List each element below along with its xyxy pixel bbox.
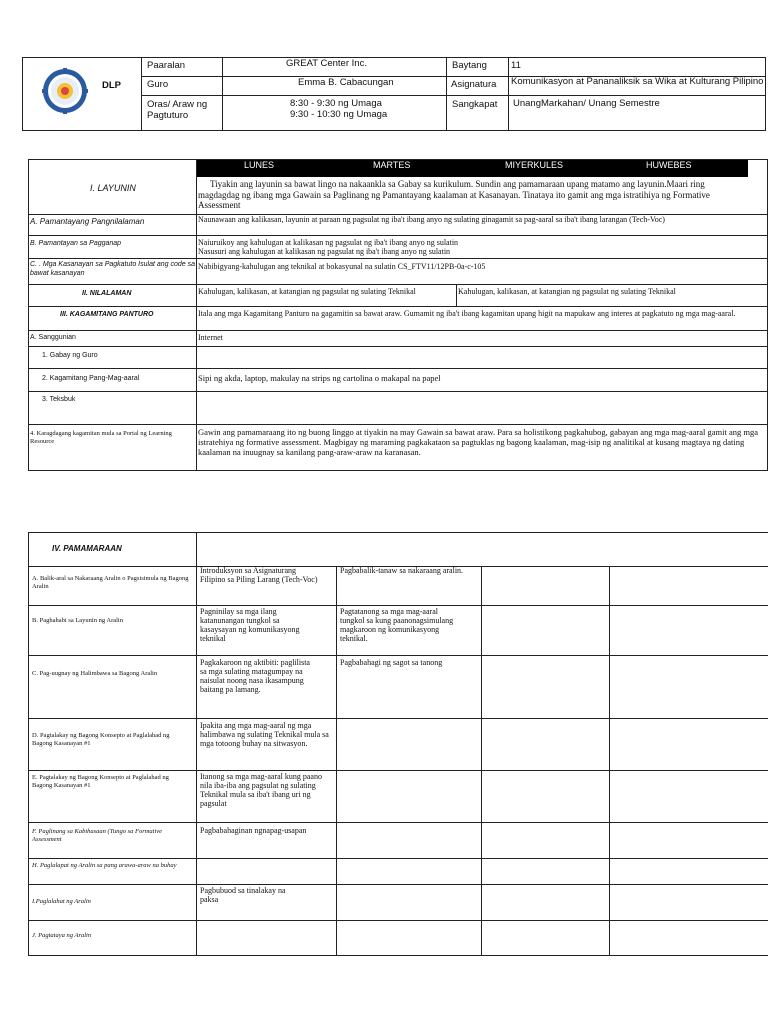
paaralan-value: GREAT Center Inc.: [286, 58, 367, 69]
day-martes: MARTES: [373, 160, 411, 170]
kasanayan-label: C. . Mga Kasanayan sa Pagkatuto Isulat ang code sa bawat kasanayan: [30, 261, 195, 277]
proc-col-1: [196, 532, 197, 956]
layunin-text: Tiyakin ang layunin sa bawat lingo na nakaankla sa Gabay sa kurikulum. Sundin ang pamamaraan upang matamo ang layunin.Maari ring magdagdag ng ibang mga Gawain sa Paglinang ng Pamantayang kaalaman at Kasanayan. Tinataya ito gamit ang mga istratihiya ng Formative Assessment: [198, 179, 710, 210]
pamantayan-pagganap-text-1: Naiuruikoy ang kahulugan at kalikasan ng pagsulat ng iba't ibang anyo ng sulatin: [198, 238, 459, 247]
dlp-label: DLP: [102, 80, 121, 91]
proc-row-1: [28, 605, 768, 606]
kasanayan-text: Nabibigyang-kahulugan ang teknikal at bokasyunal na sulatin CS_FTV11/12PB-0a-c-105: [198, 262, 486, 271]
proc-col-3: [481, 566, 482, 956]
row-i-label: I.Paglalahat ng Aralin: [32, 898, 91, 905]
kagamitang-panturo-text: Itala ang mga Kagamitang Panturo na gagamitin sa bawat araw. Gumamit ng iba't ibang kagamitan upang higit na mapukaw ang interes at pagkatuto ng mga mag-aaral.: [198, 309, 736, 318]
sangkapat-value: UnangMarkahan/ Unang Semestre: [513, 98, 660, 109]
kagamitang-mag-aaral-text: Sipi ng akda, laptop, makulay na strips ng cartolina o makapal na papel: [198, 373, 441, 383]
kagamitang-panturo-label: III. KAGAMITANG PANTURO: [60, 311, 154, 318]
proc-row-5: [28, 822, 768, 823]
row-b-lunes: Pagninilay sa mga ilang katanunangan tungkol sa kasaysayan ng komunikasyong teknikal: [200, 607, 300, 643]
paaralan-label: Paaralan: [147, 60, 186, 71]
proc-col-2: [336, 566, 337, 956]
pamantayang-pangnilalaman-text: Naunawaan ang kalikasan, layunin at paraan ng pagsulat ng iba't ibang anyo ng sulating ginagamit sa pag-aaral sa iba't ibang larangan (Tech-Voc): [198, 215, 665, 224]
obj-row-line-2: [28, 235, 768, 236]
gabay-guro-label: 1. Gabay ng Guro: [42, 352, 98, 359]
header-col-line-2: [446, 57, 447, 131]
row-d-label: D. Pagtalakay ng Bagong Konsepto at Paglalahad ng Bagong Kasanayan #1: [32, 732, 170, 747]
proc-row-3: [28, 718, 768, 719]
pamantayang-pangnilalaman-label: A. Pamantayang Pangnilalaman: [30, 217, 145, 226]
proc-row-2: [28, 655, 768, 656]
obj-row-line-4: [28, 284, 768, 285]
row-a-lunes: Introduksyon sa Asignaturang Filipino sa Piling Larang (Tech-Voc): [200, 566, 318, 584]
sanggunian-label: A. Sanggunian: [30, 334, 76, 341]
row-h-label: H. Paglalapat ng Aralin sa pang arawa-araw na buhay: [32, 862, 177, 869]
row-j-label: J. Pagtataya ng Aralin: [32, 932, 92, 939]
nilalaman-label: II. NILALAMAN: [82, 290, 132, 297]
layunin-label: I. LAYUNIN: [90, 183, 136, 193]
pamantayan-pagganap-label: B. Pamantayan sa Pagganap: [30, 240, 122, 247]
nilalaman-split: [456, 284, 457, 306]
pamantayan-pagganap-text-2: Nasusuri ang kahulugan at kalikasan ng pagsulat ng iba't ibang anyo ng sulatin: [198, 247, 451, 256]
obj-row-line-5: [28, 306, 768, 307]
guro-value: Emma B. Cabacungan: [298, 77, 394, 88]
day-miyerkules: MIYERKULES: [505, 160, 564, 170]
proc-col-4: [609, 566, 610, 956]
baytang-label: Baytang: [452, 60, 487, 71]
obj-row-line-8: [28, 368, 768, 369]
nilalaman-text-1: Kahulugan, kalikasan, at katangian ng pagsulat ng sulating Teknikal: [198, 287, 416, 296]
row-e-label: E. Pagtalakay ng Bagong Konsepto at Paglalahad ng Bagong Kasanayan #1: [32, 774, 169, 789]
pamamaraan-title: IV. PAMAMARAAN: [52, 544, 122, 553]
row-d-lunes: Ipakita ang mga mag-aaral ng mga halimbawa ng sulating Teknikal mula sa mga totoong buhay na sitwasyon.: [200, 721, 329, 748]
sanggunian-text: Internet: [198, 333, 223, 342]
day-lunes: LUNES: [244, 160, 275, 170]
oras-line2: 9:30 - 10:30 ng Umaga: [290, 109, 388, 120]
row-c-lunes: Pagkakaroon ng aktibiti: paglilista sa mga sulating matagumpay na naisulat noong nasa ikasampung baitang pa lamang.: [200, 658, 310, 694]
karagdagang-kagamitan-text: Gawin ang pamamaraang ito ng buong linggo at tiyakin na may Gawain sa bawat araw. Para sa holistikong pagkahubog, gabayan ang mga mag-aaral gamit ang mga istratehiya ng formative assessment. Magbigay ng maraming pagkakataon sa pagtuklas ng bagong kaalaman, mag-isip ng analitikal at kusang magtaya ng dating kaalaman na inuugnay sa kanilang pang-araw-araw na karanasan.: [198, 427, 759, 457]
sangkapat-label: Sangkapat: [452, 99, 498, 110]
row-b-label: B. Paghahabi sa Layunin ng Aralin: [32, 617, 123, 624]
obj-row-line-3: [28, 258, 768, 259]
obj-row-line-7: [28, 346, 768, 347]
row-i-lunes: Pagbubuod sa tinalakay na paksa: [200, 886, 286, 904]
row-f-label: F. Paglinang sa Kabihasaan (Tungo sa Formative Assessment: [32, 828, 163, 843]
header-col-line-3: [508, 57, 509, 131]
proc-row-8: [28, 920, 768, 921]
teksbuk-label: 3. Teksbuk: [42, 396, 76, 403]
baytang-value: 11: [511, 60, 521, 71]
day-huwebes: HUWEBES: [646, 160, 692, 170]
oras-line1: 8:30 - 9:30 ng Umaga: [290, 98, 382, 109]
karagdagang-kagamitan-label: 4. Karagdagang kagamitan mula sa Portal ng Learning Resource: [30, 430, 172, 445]
guro-label: Guro: [147, 79, 169, 90]
nilalaman-text-2: Kahulugan, kalikasan, at katangian ng pagsulat ng sulating Teknikal: [458, 287, 676, 296]
obj-row-line-9: [28, 391, 768, 392]
header-row-line-2: [142, 95, 766, 96]
row-f-lunes: Pagbabahaginan ngnapag-usapan: [200, 826, 307, 835]
row-e-lunes: Itanong sa mga mag-aaral kung paano nila iba-iba ang pagsulat ng sulating Teknikal mula sa iba't ibang uri ng pagsulat: [200, 772, 322, 808]
proc-row-6: [28, 858, 768, 859]
row-a-label: A. Balik-aral sa Nakaraang Aralin o Pagsisimula ng Bagong Aralin: [32, 575, 189, 590]
row-c-label: C. Pag-uugnay ng Halimbawa sa Bagong Aralin: [32, 670, 158, 677]
row-c-martes: Pagbabahagi ng sagot sa tanong: [340, 658, 443, 667]
asignatura-label: Asignatura: [451, 79, 497, 90]
asignatura-value: Komunikasyon at Pananaliksik sa Wika at Kulturang Pilipino: [511, 76, 764, 87]
proc-row-7: [28, 884, 768, 885]
logo-seal-icon: [42, 68, 88, 114]
oras-label: Oras/ Araw ng Pagtuturo: [147, 99, 208, 121]
kagamitang-mag-aaral-label: 2. Kagamitang Pang-Mag-aaral: [42, 375, 140, 382]
obj-row-line-10: [28, 424, 768, 425]
row-a-martes: Pagbabalik-tanaw sa nakaraang aralin.: [340, 566, 464, 575]
proc-row-4: [28, 770, 768, 771]
row-b-martes: Pagtatanong sa mga mag-aaral tungkol sa kung paanonagsimulang magkaroon ng komunikasyong teknikal.: [340, 607, 454, 643]
obj-row-line-6: [28, 330, 768, 331]
